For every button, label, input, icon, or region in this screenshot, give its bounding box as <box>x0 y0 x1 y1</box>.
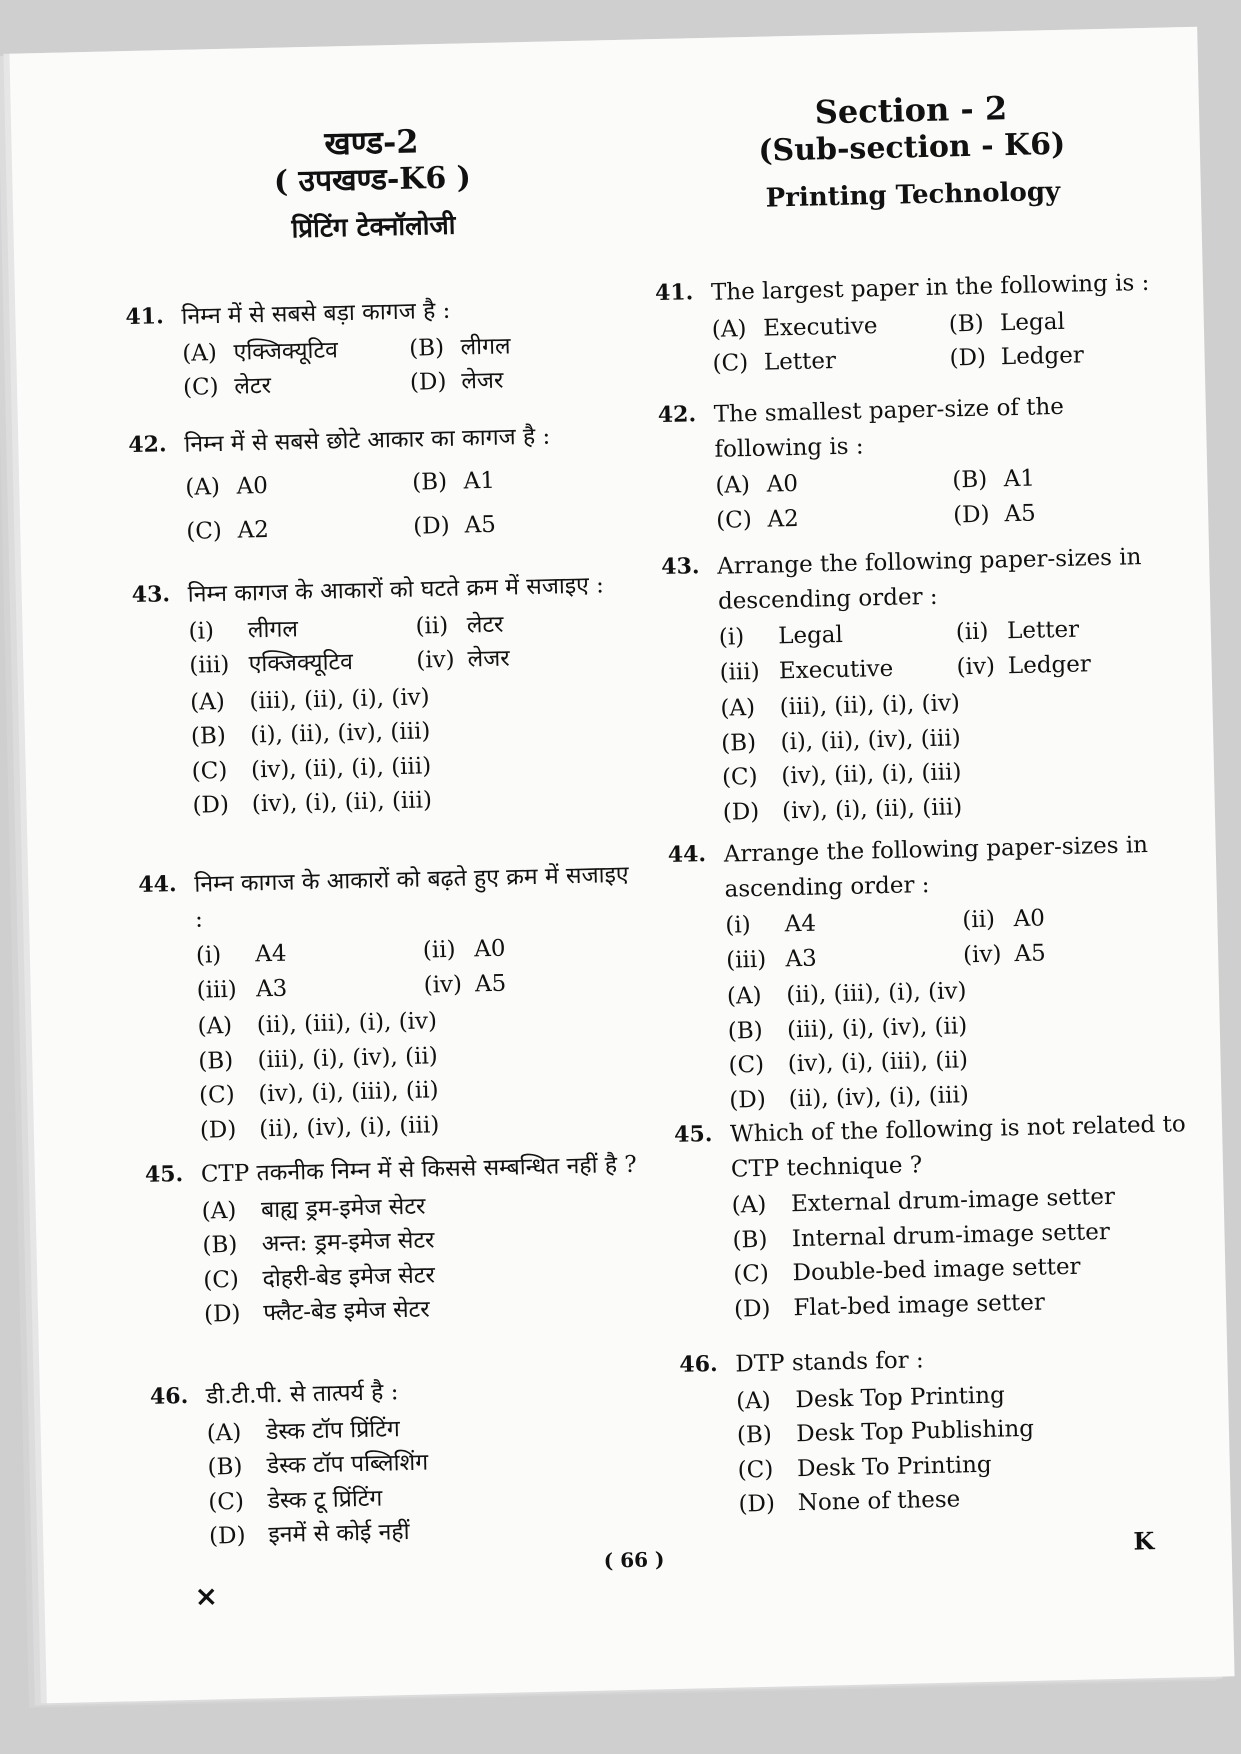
exam-page <box>9 27 1234 1704</box>
option-a: (A) डेस्क टॉप प्रिंटिंग <box>206 1415 401 1447</box>
option-c: (C) A2 <box>186 516 270 545</box>
option-c: (C) (iv), (ii), (i), (iii) <box>721 759 962 791</box>
option-d: (D) (iv), (i), (ii), (iii) <box>722 793 963 826</box>
option-a: (A) बाह्य ड्रम-इमेज सेटर <box>201 1193 426 1225</box>
question-text: Arrange the following paper-sizes in descending order : <box>716 544 1142 615</box>
option-c: (C) दोहरी-बेड इमेज सेटर <box>203 1261 436 1294</box>
option-b: (B) A1 <box>411 467 496 496</box>
option-a: (A) एक्जिक्यूटिव <box>181 336 339 367</box>
item-ii: (ii) लेटर <box>415 611 504 640</box>
item-i: (i) A4 <box>195 940 287 969</box>
question-text: CTP तकनीक निम्न में से किससे सम्बन्धित नहीं है ? <box>200 1151 637 1188</box>
hindi-subject-title: प्रिंटिंग टेक्नॉलोजी <box>291 210 456 245</box>
hindi-section-title: खण्ड-2 <box>324 122 419 163</box>
option-d: (D) लेजर <box>409 367 504 396</box>
item-ii: (ii) A0 <box>422 935 506 964</box>
option-b: (B) Legal <box>948 308 1066 337</box>
option-d: (D) Ledger <box>949 342 1085 372</box>
option-c: (C) (iv), (i), (iii), (ii) <box>198 1077 439 1109</box>
option-b: (B) (iii), (i), (iv), (ii) <box>727 1012 968 1045</box>
question-number: 44. <box>667 841 707 868</box>
option-a: (A) (ii), (iii), (i), (iv) <box>726 978 967 1010</box>
question-text: डी.टी.पी. से तात्पर्य है : <box>205 1379 399 1410</box>
english-section-title: Section - 2 <box>814 89 1008 132</box>
option-c: (C) (iv), (ii), (i), (iii) <box>191 752 432 785</box>
question-text: निम्न में से सबसे छोटे आकार का कागज है : <box>184 423 551 458</box>
option-c: (C) Double-bed image setter <box>733 1253 1081 1288</box>
option-a: (A) Desk Top Printing <box>735 1381 1006 1415</box>
question-41-hi <box>125 290 627 407</box>
option-d: (D) (ii), (iv), (i), (iii) <box>199 1111 440 1144</box>
question-46-en <box>679 1337 1203 1523</box>
question-46-hi <box>150 1370 654 1556</box>
option-b: (B) (iii), (i), (iv), (ii) <box>198 1042 439 1075</box>
option-c: (C) A2 <box>715 505 800 534</box>
option-c: (C) Letter <box>712 348 837 377</box>
question-text: DTP stands for : <box>735 1347 925 1378</box>
question-43-en <box>661 539 1187 831</box>
item-iii: (iii) Executive <box>719 655 894 686</box>
question-number: 41. <box>654 279 694 307</box>
option-b: (B) लीगल <box>408 332 511 362</box>
item-iii: (iii) A3 <box>725 945 818 974</box>
question-43-hi <box>131 568 636 825</box>
question-number: 46. <box>149 1382 189 1410</box>
option-a: (A) A0 <box>715 470 799 499</box>
question-text: Which of the following is not related to CTP technique ? <box>729 1111 1186 1183</box>
page-number: ( 66 ) <box>603 1547 665 1573</box>
hindi-column <box>119 40 637 1550</box>
question-number: 42. <box>128 431 167 459</box>
option-b: (B) अन्त: ड्रम-इमेज सेटर <box>202 1227 435 1259</box>
question-number: 42. <box>657 401 697 429</box>
item-iii: (iii) एक्जिक्यूटिव <box>189 649 354 679</box>
option-d: (D) A5 <box>952 500 1036 528</box>
item-iv: (iv) A5 <box>962 939 1046 968</box>
question-text: Arrange the following paper-sizes in ascending order : <box>723 832 1149 903</box>
hindi-subsection-title: ( उपखण्ड-K6 ) <box>273 160 472 201</box>
question-41-en <box>655 265 1177 382</box>
question-number: 43. <box>131 581 171 609</box>
item-i: (i) लीगल <box>188 615 299 645</box>
option-c: (C) लेटर <box>182 372 272 401</box>
question-text: निम्न कागज के आकारों को बढ़ते हुए क्रम में सजाइए : <box>194 861 629 933</box>
question-number: 45. <box>673 1121 713 1148</box>
option-b: (B) A1 <box>952 465 1036 494</box>
item-i: (i) A4 <box>725 910 817 939</box>
item-ii: (ii) Letter <box>955 616 1080 646</box>
question-44-hi <box>138 858 644 1149</box>
option-d: (D) (ii), (iv), (i), (iii) <box>729 1081 970 1114</box>
english-column <box>649 27 1186 1518</box>
item-i: (i) Legal <box>718 621 844 651</box>
item-iv: (iv) A5 <box>423 970 507 999</box>
option-a: (A) Executive <box>711 312 878 343</box>
english-subject-title: Printing Technology <box>765 176 1061 214</box>
question-44-en <box>667 827 1193 1119</box>
option-a: (A) (iii), (ii), (i), (iv) <box>189 683 430 716</box>
question-text: निम्न में से सबसे बड़ा कागज है : <box>181 297 451 330</box>
question-number: 43. <box>660 553 700 581</box>
question-number: 44. <box>138 871 177 898</box>
question-number: 41. <box>125 303 165 331</box>
question-42-hi <box>128 418 631 551</box>
option-b: (B) Internal drum-image setter <box>732 1218 1111 1254</box>
option-b: (B) (i), (ii), (iv), (iii) <box>720 724 961 757</box>
option-d: (D) इनमें से कोई नहीं <box>208 1518 410 1550</box>
english-subsection-title: (Sub-section - K6) <box>758 127 1066 170</box>
option-d: (D) (iv), (i), (ii), (iii) <box>192 787 433 819</box>
option-d: (D) फ्लैट-बेड इमेज सेटर <box>203 1296 430 1328</box>
option-c: (C) डेस्क टू प्रिंटिंग <box>208 1485 383 1516</box>
option-b: (B) डेस्क टॉप पब्लिशिंग <box>207 1449 429 1481</box>
option-d: (D) A5 <box>412 511 497 540</box>
question-number: 45. <box>144 1161 184 1188</box>
option-d: (D) Flat-bed image setter <box>733 1289 1046 1323</box>
question-text: निम्न कागज के आकारों को घटते क्रम में सजाइए : <box>187 572 605 608</box>
item-ii: (ii) A0 <box>962 905 1046 934</box>
option-a: (A) A0 <box>185 472 269 501</box>
item-iii: (iii) A3 <box>196 975 288 1004</box>
option-c: (C) (iv), (i), (iii), (ii) <box>728 1047 969 1079</box>
question-45-hi <box>145 1148 649 1334</box>
item-iv: (iv) लेजर <box>416 645 510 674</box>
series-code: K <box>1133 1526 1155 1556</box>
option-b: (B) (i), (ii), (iv), (iii) <box>190 718 431 750</box>
option-a: (A) (ii), (iii), (i), (iv) <box>197 1008 438 1040</box>
item-iv: (iv) Ledger <box>956 650 1092 680</box>
question-number: 46. <box>679 1350 718 1378</box>
question-text: The largest paper in the following is : <box>710 269 1150 306</box>
cross-mark: × <box>194 1579 219 1613</box>
option-a: (A) External drum-image setter <box>731 1183 1116 1219</box>
option-d: (D) None of these <box>738 1486 961 1518</box>
question-42-en <box>657 387 1180 539</box>
option-b: (B) Desk Top Publishing <box>736 1415 1035 1449</box>
question-text: The smallest paper-size of the following is : <box>713 393 1065 463</box>
option-c: (C) Desk To Printing <box>737 1451 992 1484</box>
question-45-en <box>674 1107 1199 1328</box>
option-a: (A) (iii), (ii), (i), (iv) <box>720 690 961 722</box>
